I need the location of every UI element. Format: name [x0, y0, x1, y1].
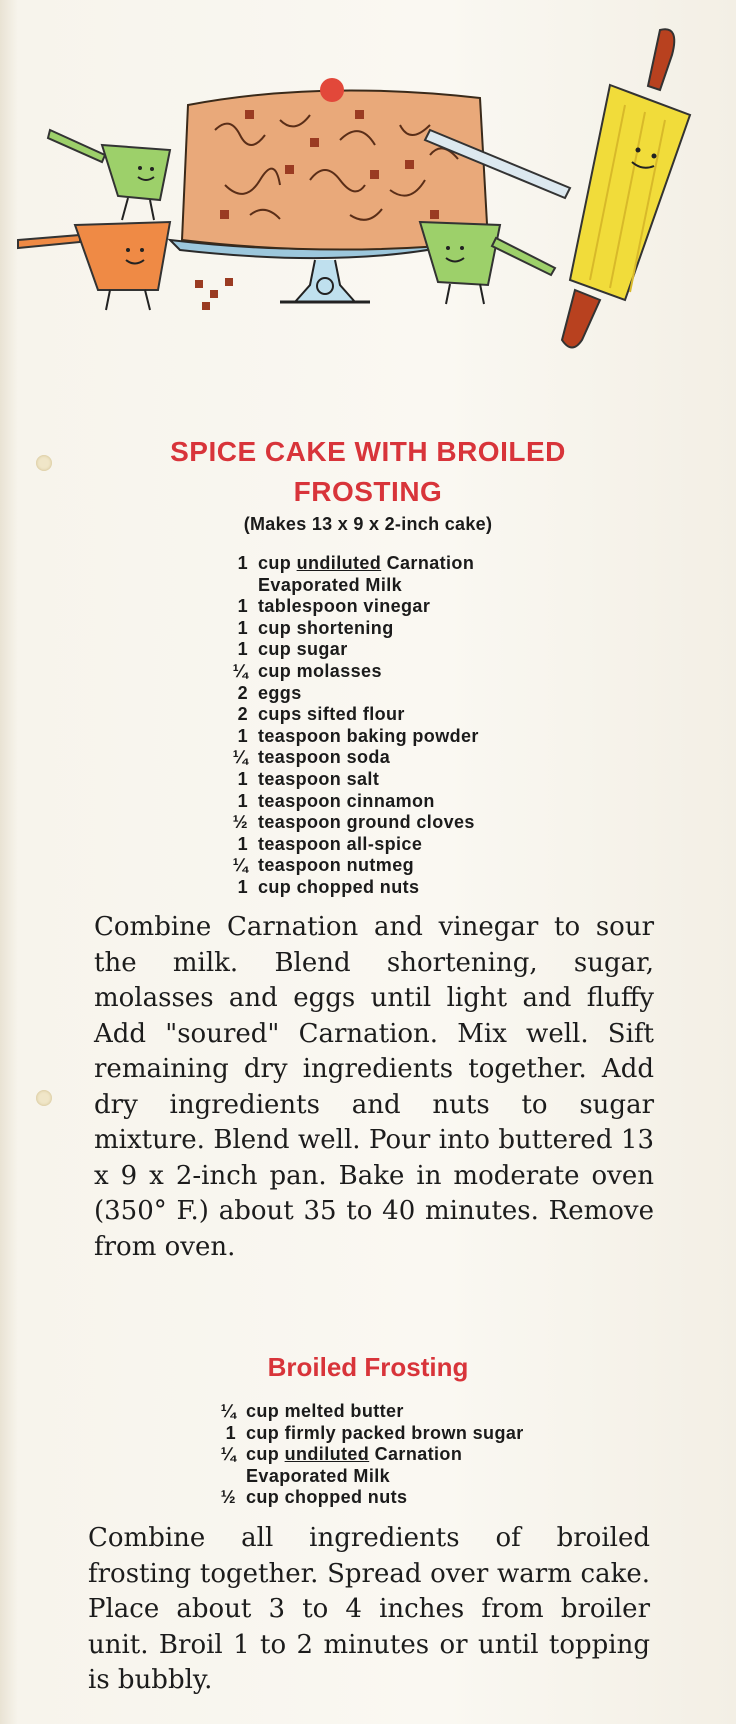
ingredient-item — [200, 855, 479, 877]
ingredient-text: teaspoon all-spice — [258, 833, 423, 854]
ingredient-text: cup firmly packed brown sugar — [246, 1422, 524, 1443]
recipe-title: SPICE CAKE WITH BROILED FROSTING — [170, 436, 566, 507]
ingredient-quantity: ¼ — [232, 855, 248, 876]
ingredient-quantity: ¼ — [232, 747, 248, 768]
ingredient-text: tablespoon vinegar — [258, 596, 431, 617]
ingredient-quantity: 1 — [237, 876, 248, 897]
ingredient-item — [200, 704, 479, 726]
ingredient-continuation: Evaporated Milk — [246, 1465, 391, 1486]
ingredient-text: cup undiluted Carnation — [258, 553, 475, 573]
ingredient-text: cups sifted flour — [258, 704, 405, 725]
ingredient-text: cup chopped nuts — [246, 1487, 408, 1508]
ingredient-item — [200, 639, 479, 661]
ingredient-quantity: 1 — [237, 768, 248, 789]
ingredient-continuation: Evaporated Milk — [258, 574, 403, 595]
measuring-cup-icon — [420, 222, 555, 304]
ingredient-quantity: ¼ — [220, 1401, 236, 1421]
ingredient-item — [200, 877, 479, 899]
ingredient-item — [200, 726, 479, 748]
ingredient-item — [188, 1401, 524, 1423]
spice-cake-illustration — [10, 10, 710, 350]
ingredient-item — [200, 553, 479, 575]
ingredient-item — [200, 791, 479, 813]
ingredient-quantity: 1 — [237, 790, 248, 811]
ingredient-quantity: 1 — [237, 596, 248, 617]
ingredient-quantity: 2 — [237, 704, 248, 725]
ingredient-quantity: 1 — [237, 833, 248, 854]
ingredient-text: cup shortening — [258, 617, 394, 638]
ingredient-item — [200, 661, 479, 683]
measuring-cup-icon — [18, 222, 170, 310]
ingredient-quantity: 1 — [237, 553, 248, 573]
ingredient-quantity: 2 — [237, 682, 248, 703]
ingredient-text: cup chopped nuts — [258, 876, 420, 897]
ingredient-item — [188, 1423, 524, 1445]
ingredient-item — [200, 618, 479, 640]
ingredient-quantity: ¼ — [232, 660, 248, 681]
punch-hole — [36, 1090, 52, 1106]
ingredient-quantity: 1 — [237, 639, 248, 660]
ingredient-item — [200, 812, 479, 834]
ingredient-item — [200, 769, 479, 791]
ingredient-item — [200, 683, 479, 705]
ingredient-list — [200, 553, 479, 899]
ingredient-text: teaspoon salt — [258, 768, 380, 789]
ingredient-quantity: 1 — [237, 725, 248, 746]
recipe-yield: (Makes 13 x 9 x 2-inch cake) — [243, 514, 493, 534]
ingredient-item — [200, 834, 479, 856]
frosting-ingredient-list — [188, 1401, 524, 1509]
ingredient-quantity: ½ — [232, 812, 248, 833]
ingredient-text: teaspoon soda — [258, 747, 391, 768]
recipe-directions: Combine Carnation and vinegar to sour the milk. Blend shortening, sugar, molasses and eggs until light and fluffy Add "soured" Carnation. Mix well. Sift remaining dry ingredients together. Add dry ingredients and nuts to sugar mixture. Blend well. Pour into buttered 13 x 9 x 2-inch pan. Bake in moderate oven (350° F.) about 35 to 40 minutes. Remove from oven. — [94, 912, 654, 1262]
ingredient-quantity: 1 — [237, 617, 248, 638]
measuring-cup-icon — [48, 130, 170, 220]
ingredient-text: cup sugar — [258, 639, 348, 660]
ingredient-text: teaspoon nutmeg — [258, 855, 415, 876]
ingredient-text: teaspoon baking powder — [258, 725, 479, 746]
ingredient-text: cup undiluted Carnation — [246, 1444, 463, 1465]
frosting-title: Broiled Frosting — [267, 1352, 469, 1382]
ingredient-item — [188, 1444, 524, 1466]
rolling-pin-icon — [562, 29, 690, 347]
punch-hole — [36, 455, 52, 471]
ingredient-text: teaspoon ground cloves — [258, 812, 475, 833]
ingredient-text: cup melted butter — [246, 1401, 404, 1421]
ingredient-quantity: ½ — [220, 1487, 236, 1508]
ingredient-quantity: ¼ — [220, 1444, 236, 1465]
ingredient-text: teaspoon cinnamon — [258, 790, 435, 811]
ingredient-text: cup molasses — [258, 660, 382, 681]
ingredient-quantity: 1 — [225, 1422, 236, 1443]
ingredient-item — [200, 596, 479, 618]
frosting-directions: Combine all ingredients of broiled frosting together. Spread over warm cake. Place about 3 to 4 inches from broiler unit. Broil 1 to 2 minutes or until topping is bubbly. — [88, 1523, 650, 1695]
ingredient-item — [200, 747, 479, 769]
ingredient-text: eggs — [258, 682, 302, 703]
ingredient-item — [188, 1487, 524, 1509]
